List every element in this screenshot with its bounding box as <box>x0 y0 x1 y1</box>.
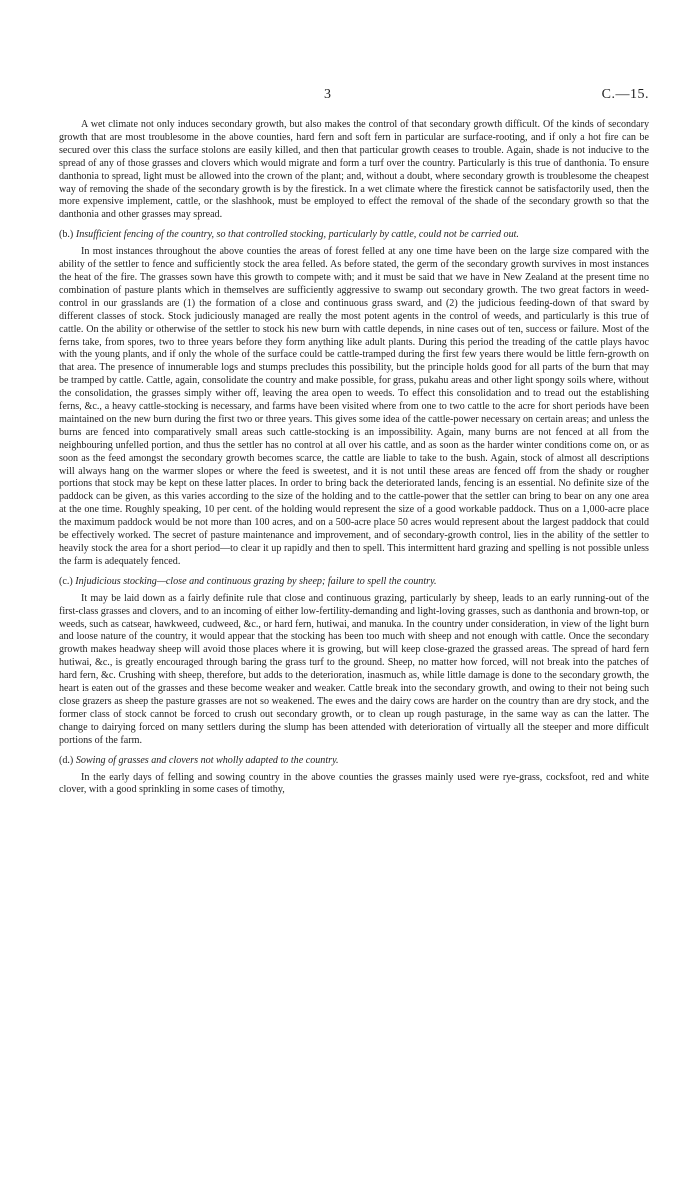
paragraph-wet-climate: A wet climate not only induces secondary growth, but also makes the control of that secondary growth difficult. Of the kinds of secondary growth that are most troublesome in the above counties, hard fern and soft fern in particular are surface-rooting, and if only a hot fire can be secured over this class the surface stolons are easily killed, and then that particular growth ceases to trouble. Again, shade is not inducive to the spread of any of those grasses and clovers which would migrate and form a turf over the country. Particularly is this true of danthonia. To ensure danthonia to spread, light must be allowed into the crown of the plant; and, without a doubt, where secondary growth is troublesome the cheapest way of removing the shade of the secondary growth is by the firestick. In a wet climate where the firestick cannot be satisfactorily used, then the more expensive implement, cattle, or the slashhook, must be employed to effect the removal of the shade of the secondary growth so that the danthonia and other grasses may spread. <box>59 119 649 221</box>
section-label-b: (b.) <box>59 229 74 241</box>
section-heading-c <box>59 576 649 589</box>
section-title-c: Injudicious stocking—close and continuous grazing by sheep; failure to spell the country. <box>75 575 437 587</box>
paragraph-sowing: In the early days of felling and sowing country in the above counties the grasses mainly used were rye-grass, cocksfoot, red and white clover, with a good sprinkling in some cases of timothy, <box>59 771 649 796</box>
section-label-c: (c.) <box>59 575 73 587</box>
section-heading-b <box>59 229 649 242</box>
section-title-b: Insufficient fencing of the country, so that controlled stocking, particularly by cattle, could not be carried out. <box>75 229 519 241</box>
paragraph-fencing: In most instances throughout the above counties the areas of forest felled at any one time have been on the large size compared with the ability of the settler to fence and sufficiently stock the area felled. As before stated, the germ of the secondary growth survives in most instances the heat of the fire. The grasses sown have this growth to compete with; and it must be said that we have in New Zealand at the present time no combination of pasture plants which in themselves are sufficiently aggressive to swamp out secondary growth. The two great factors in weed-control in our grasslands are (1) the formation of a close and continuous grass sward, and (2) the judicious feeding-down of that sward by different classes of stock. Stock judiciously managed are really the most potent agents in the control of weeds, and particularly is this true of cattle. On the ability or otherwise of the settler to stock his new burn with cattle depends, in nine cases out of ten, success or failure. Most of the ferns take, from spores, two to three years before they form anything like adult plants. During this period the treading of the cattle plays havoc with the young plants, and if only the whole of the surface could be cattle-tramped during the first few years there would be little fern-growth on that area. The presence of innumerable logs and stumps precludes this possibility, but the principle holds good for all parts of the burn that may be tramped by cattle. Cattle, again, consolidate the country and make possible, for grass, pukahu areas and other light spongy soils where, without the consolidation, the grasses simply wither off, leaving the area open to weeds. To effect this consolidation and to tread out the establishing ferns, &c., a heavy cattle-stocking is necessary, and farms have been visited where from one to two cattle to the acre for short periods have been maintained on the new burn during the first two or three years. This gives some idea of the cattle-power necessary on certain areas; and unless the burns are fenced into comparatively small areas such cattle-stocking is an impossibility. Again, many burns are not fenced at all from the neighbouring unfelled portion, and thus the settler has no control at all over his cattle, and as soon as the harder winter conditions come on, or as soon as the feed amongst the secondary growth becomes scarce, the cattle are liable to take to the bush. Again, stock of almost all descriptions will always hang on the warmer slopes or where the feed is sweetest, and it is not until these areas are fenced off from the shady or rougher portions that stock may be kept on these latter places. In order to bring back the deteriorated lands, fencing is an essential. No definite size of the paddock can be given, as this varies according to the size of the holding and to the cattle-power that the settler can bring to bear on any one area at the one time. Roughly speaking, 10 per cent. of the holding would represent the size of a good workable paddock. Thus on a 1,000-acre place the maximum paddock would be not more than 100 acres, and on a 500-acre place 50 acres would represent about the largest paddock that could be effectively worked. The secret of pasture maintenance and improvement, and of secondary-growth control, lies in the ability of the settler to heavily stock the area for a short period—to clear it up rapidly and then to spell. This intermittent hard grazing and spelling is not possible unless the farm is adequately fenced. <box>59 246 649 567</box>
paragraph-stocking: It may be laid down as a fairly definite rule that close and continuous grazing, particularly by sheep, leads to an early running-out of the first-class grasses and clovers, and to an incoming of either low-fertility-demanding and light-loving grasses, such as danthonia and brown-top, or weeds, such as catsear, hawkweed, cudweed, &c., or hard fern, hutiwai, and manuka. In the country under consideration, in view of the light burn and loose nature of the country, it would appear that the stocking has been too much with sheep and not enough with cattle. Once the secondary growth makes headway sheep will avoid those places where it is growing, but will keep close-grazed the grassed areas. The spread of hard fern hutiwai, &c., is greatly encouraged through baring the grass turf to the ground. Sheep, no matter how forced, will not break into the patches of hard fern, &c. Crushing with sheep, therefore, but adds to the deterioration, inasmuch as, while little damage is done to the secondary growth, the heart is eaten out of the grasses and these become weaker and weaker. Cattle break into the secondary growth, and owing to their not being such close grazers as sheep the pasture grasses are not so weakened. The ewes and the dairy cows are harder on the country than are dry stock, and the former class of stock cannot be forced to crush out secondary growth, or to clean up rough pasturage, in the same way as can the latter. The change to dairying forced on many settlers during the slump has been attended with deterioration of virtually all the steeper and more difficult portions of the farm. <box>59 592 649 746</box>
section-title-d: Sowing of grasses and clovers not wholly adapted to the country. <box>75 754 339 766</box>
body-text <box>59 119 649 797</box>
page-number: 3 <box>324 87 331 102</box>
section-label-d: (d.) <box>59 754 74 766</box>
document-reference: C.—15. <box>601 87 649 102</box>
section-heading-d <box>59 755 649 768</box>
page-header <box>52 87 649 107</box>
